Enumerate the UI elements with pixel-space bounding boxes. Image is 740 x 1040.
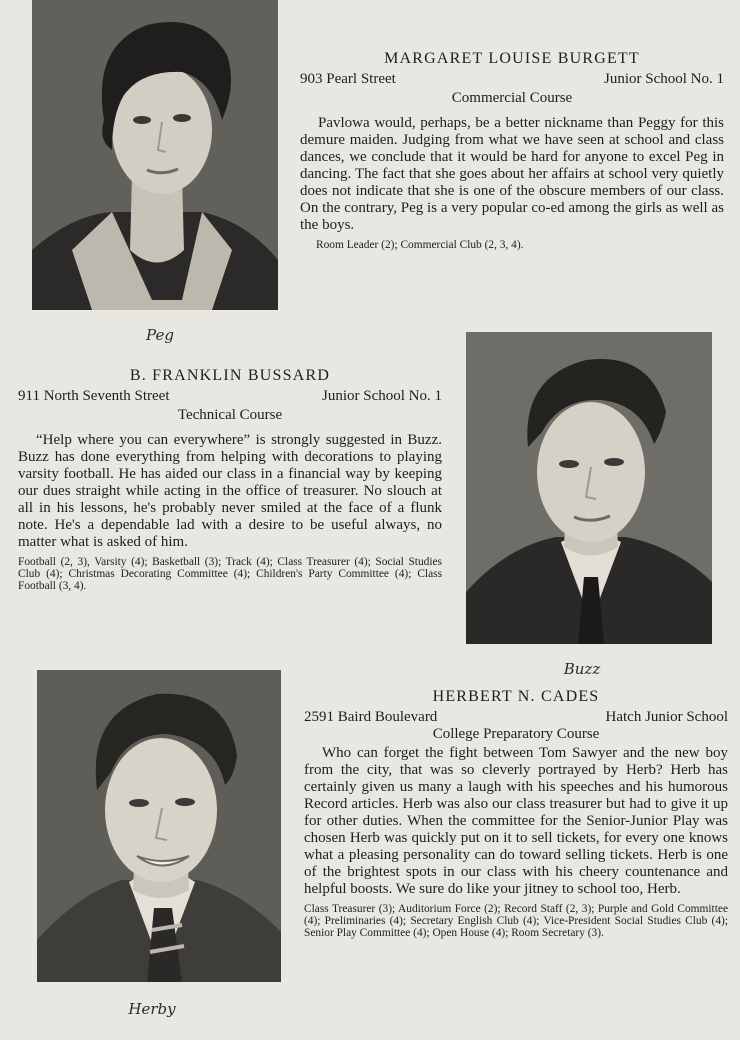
home-address: 903 Pearl Street [300, 71, 396, 87]
course-name: College Preparatory Course [432, 726, 600, 742]
nickname-caption-herbert: Herby [128, 1000, 176, 1018]
nickname-caption-margaret: Peg [146, 326, 174, 344]
junior-school: Junior School No. 1 [322, 388, 442, 404]
address-row [300, 71, 724, 88]
student-name: HERBERT N. CADES [432, 688, 600, 705]
student-name: MARGARET LOUISE BURGETT [384, 50, 640, 67]
activities-list: Class Treasurer (3); Auditorium Force (2); Record Staff (2, 3); Purple and Gold Committee (4); Preliminaries (4); Secretary English Club (4); Vice-President Social Studies Club (4); Senior Play Committee (4); Open House (4); Room Secretary (3). [304, 903, 728, 939]
course-name: Commercial Course [451, 90, 573, 106]
portrait-photo-herbert [37, 670, 281, 982]
student-name: B. FRANKLIN BUSSARD [129, 367, 331, 384]
portrait-photo-margaret [32, 0, 278, 310]
entry-franklin [18, 367, 442, 592]
address-row [304, 709, 728, 726]
home-address: 911 North Seventh Street [18, 388, 170, 404]
activities-list: Football (2, 3), Varsity (4); Basketball (3); Track (4); Class Treasurer (4); Social Studies Club (4); Christmas Decorating Committee (4); Children's Party Committee (4); Class Football (3, 4). [18, 556, 442, 592]
home-address: 2591 Baird Boulevard [304, 709, 438, 725]
bio-text: “Help where you can everywhere” is strongly suggested in Buzz. Buzz has done everything from helping with decorations to playing varsity football. He has aided our class in a financial way by keeping our dues straight while acting in the office of treasurer. No slouch at all in his lessons, he's probably never smiled at the face of a flunk note. He's a dependable lad with a desire to be useful always, no matter what is asked of him. [18, 432, 442, 550]
entry-margaret [300, 50, 724, 251]
nickname-caption-franklin: Buzz [563, 660, 601, 678]
junior-school: Hatch Junior School [605, 709, 728, 725]
address-row [18, 388, 442, 405]
entry-herbert [304, 688, 728, 939]
course-name: Technical Course [177, 407, 283, 423]
bio-text: Pavlowa would, perhaps, be a better nickname than Peggy for this demure maiden. Judging from what we have seen at school and class dances, we conclude that it would be hard for anyone to excel Peg in dancing. The fact that she goes about her affairs at school very quietly does not indicate that she is one of the obscure members of our class. On the contrary, Peg is a very popular co-ed among the girls as well as the boys. [300, 115, 724, 233]
portrait-photo-franklin [466, 332, 712, 644]
activities-list: Room Leader (2); Commercial Club (2, 3, 4). [316, 239, 524, 251]
junior-school: Junior School No. 1 [604, 71, 724, 87]
bio-text: Who can forget the fight between Tom Sawyer and the new boy from the city, that was so cleverly portrayed by Herb? Herb has certainly given us many a laugh with his speeches and his humorous Record articles. Herb was also our class treasurer but had to give it up for other duties. When the committee for the Senior-Junior Play was chosen Herb was quickly put on it to sell tickets, for every one knows what a pleasing personality can do toward selling tickets. Herb is one of the brightest spots in our class with his cheery countenance and helpful boosts. We sure do like your jitney to school too, Herb. [304, 745, 728, 897]
